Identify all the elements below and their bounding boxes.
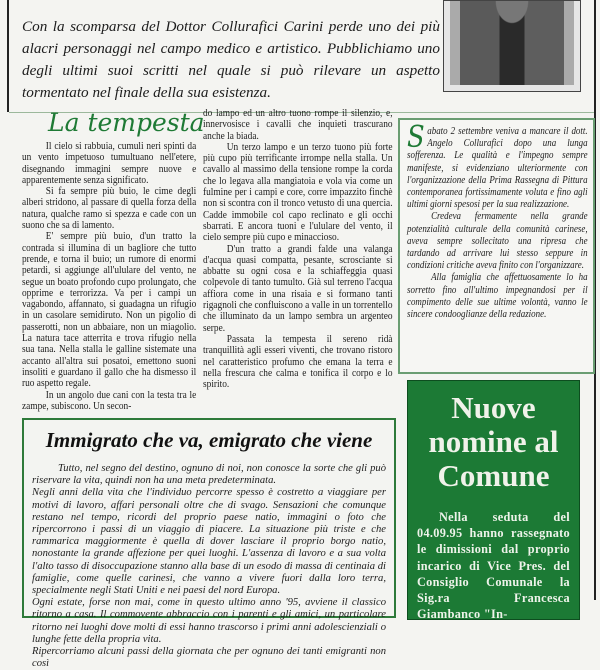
portrait-image [450, 1, 574, 85]
obituary-box [398, 118, 595, 374]
paragraph: Tutto, nel segno del destino, ognuno di noi, non conosce la sorte che gli può riservare la vita, quindi non ha una meta predeterminata. [32, 463, 386, 487]
paragraph: Si fa sempre più buio, le cime degli alberi stridono, al passare di quella forza della natura, qualche ramo si spezza e cade con un suono che sa di lamento. [22, 185, 197, 232]
paragraph: In un angolo due cani con la testa tra le zampe, subiscono. Un secon- [22, 388, 197, 412]
paragraph: Nella seduta del 04.09.95 hanno rassegnato le dimissioni dal proprio incarico di Vice Pres. del Consiglio Comunale la Sig.ra Francesca Giambanco "In- [417, 510, 570, 622]
paragraph: Passata la tempesta il sereno ridà tranquillità agli esseri viventi, che trovano ristoro nel caratteristico profumo che emana la terra e nella frescura che calma e tonifica il corpo e lo spirito. [203, 332, 393, 391]
tempesta-column-2 [203, 108, 393, 390]
article-title-immigrato: Immigrato che va, emigrato che viene [45, 428, 373, 452]
paragraph-text: abato 2 settembre veniva a mancare il dott. Angelo Collurafici dopo una lunga sofferenza. Le qualità e l'impegno sempre manifeste, si evidenziano ulteriormente con l'organizzazione della Prima Rassegna di Pittura contemporanea fortissimamente voluta e fino agli ultimi giorni spesosi per la sua realizzazione. [407, 126, 588, 211]
paragraph: Alla famiglia che affettuosamente lo ha sorretto fino all'ultimo impegnandosi per il compimento delle sue ultime volontà, vanno le sincere condooglianze della redazione. [407, 272, 588, 321]
paragraph: Il cielo si rabbuia, cumuli neri spinti da un vento impetuoso tumultuano nell'etere, disegnando immagini sempre nuove e apparentemente senza significato. [22, 140, 197, 186]
paragraph: Ogni estate, forse non mai, come in questo ultimo anno '95, avviene il classico ritorno a casa. Il commovente abbraccio con i parenti e gli amici, un particolare ritorno nei luoghi dove molti di essi hanno trascorso i primi anni adolescienziali o lunghe fette della propria vita. [32, 597, 386, 645]
paragraph: Negli anni della vita che l'individuo percorre spesso è costretto a viaggiare per motivi di lavoro, affari personali oltre che di svago. Sensazioni che comunque restano nel tempo, ricordi del proprio paese natio, immagini o foto che ripercorrono i passi di un viaggio di piacere. La situazione più triste e che rammarica maggiormente è quella di dover lasciare il proprio borgo natio, nonostante la grande affezione per quei luoghi. L'assenza di lavoro e a sua volta l'alto tasso di disoccupazione stanno alla base di un esodo di massa di centinaia di famiglie, come quelle carinesi, che vanno a vivere fuori dalla loro terra, specialmente negli Stati Uniti e nei paesi del nord Europa. [32, 487, 386, 597]
paragraph: E' sempre più buio, d'un tratto la contrada si illumina di un bagliore che tutto prende, e torna il buio; un rumore di enormi petardi, si aggiunge all'ululare del vento, ne segue un boato profondo cupo prolungato, che opprime e terrorizza. Va per i campi un vagabondo, affannato, si guadagna un rifugio in un casolare semidiruto. Non un pigolio di passerotti, non un abbaiare, non un miagolio. La natura tace atterrita e trova rifugio nella sua tana. Nella stalla le galline sistemate una accanto all'altra sui posatoi, emettono suoni insoliti e guardano il gallo che ha dismesso il ruo aspetto regale. [22, 230, 197, 390]
paragraph: D'un tratto a grandi falde una valanga d'acqua quasi compatta, pesante, scrosciante si abbatte su ogni cosa e la schiaffeggia quasi colpevole di tanto tumulto. Già sul terreno l'acqua affiora come in una risaia e si formano tanti rigagnoli che confluiscono a valle in un torrentello che illuminato da un lampo sembra un argenteo serpe. [203, 242, 393, 334]
portrait-photo [443, 0, 581, 92]
paragraph [407, 120, 588, 211]
article-title-tempesta: La tempesta [48, 108, 205, 137]
tempesta-column-1 [22, 141, 196, 412]
immigrato-article-box [22, 418, 396, 670]
nomine-article-box [407, 380, 580, 620]
column-rule-left [7, 0, 9, 112]
paragraph: do lampo ed un altro tuono rompe il silenzio, e, innervosisce i cavalli che inquieti trascurano anche la biada. [203, 107, 393, 142]
paragraph: Ripercorriamo alcuni passi della giornata che per ognuno dei tanti emigranti non così [32, 646, 386, 670]
drop-cap: S [407, 120, 425, 155]
paragraph: Un terzo lampo e un terzo tuono più forte più cupo più terrificante irrompe nella stalla. Un cavallo al massimo della tensione rompe la corda che lo legava alla mangiatoia e vola via come un fulmine per i campi e core, corre impazzito finchè non si scontra con il tronco vetusto di una quercia. Cadde immobile col capo reclinato e gli occhi sbarrati. E ancora tuoni e l'ululare del vento, il cielo sempre più cupo e minaccioso. [203, 140, 393, 244]
paragraph: Credeva fermamente nella grande potenzialità culturale della comunità carinese, aveva sempre sollecitato una ripresa che tardando ad arrivare lui stesso seppure in condizioni critiche aveva finito con l'organizzare. [407, 211, 588, 272]
intro-text: Con la scomparsa del Dottor Collurafici Carini perde uno dei più alacri personaggi nel campo medico e artistico. Pubblichiamo uno degli ultimi suoi scritti nel quale si può rilevare un aspetto tormentato nel finale della sua esistenza. [22, 18, 440, 101]
article-title-nomine: Nuove nomine al Comune [428, 390, 559, 493]
